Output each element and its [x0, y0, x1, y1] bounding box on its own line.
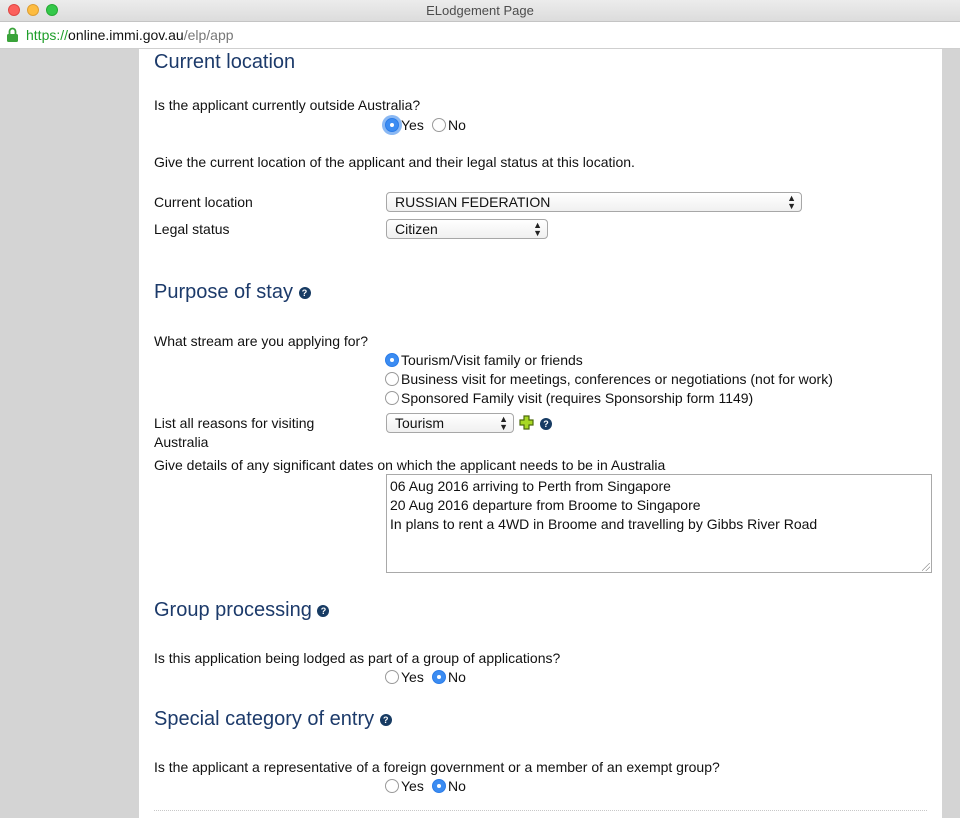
special-category-question: Is the applicant a representative of a foreign government or a member of an exempt group? — [154, 759, 720, 775]
purpose-of-stay-title: Purpose of stay — [154, 281, 293, 303]
location-instruction: Give the current location of the applicant and their legal status at this location. — [154, 154, 635, 170]
group-no-label: No — [448, 669, 466, 685]
current-location-value: RUSSIAN FEDERATION — [395, 194, 551, 210]
reasons-select[interactable] — [386, 413, 514, 433]
special-yes-label: Yes — [401, 778, 424, 794]
url-text[interactable] — [26, 27, 234, 43]
stream-option-tourism[interactable] — [385, 352, 583, 368]
outside-australia-question: Is the applicant currently outside Australia? — [154, 97, 421, 113]
significant-dates-textarea[interactable] — [386, 474, 932, 573]
stream-radio-business[interactable] — [385, 372, 399, 386]
legal-status-label: Legal status — [154, 221, 230, 237]
group-yes-radio[interactable] — [385, 670, 399, 684]
form-content — [139, 49, 942, 818]
legal-status-value: Citizen — [395, 221, 438, 237]
outside-australia-yes-radio[interactable] — [385, 118, 399, 132]
stream-option-business[interactable] — [385, 371, 833, 387]
select-arrows-icon: ▲ ▼ — [787, 193, 796, 211]
help-icon[interactable]: ? — [317, 605, 329, 617]
legal-status-select[interactable] — [386, 219, 548, 239]
url-path: /elp/app — [183, 27, 234, 43]
lock-icon — [6, 27, 19, 43]
stream-option-sponsored-family[interactable] — [385, 390, 753, 406]
special-no-label: No — [448, 778, 466, 794]
stream-radio-tourism[interactable] — [385, 353, 399, 367]
outside-australia-no-label: No — [448, 117, 466, 133]
help-icon[interactable]: ? — [299, 287, 311, 299]
address-bar[interactable] — [0, 22, 960, 49]
outside-australia-yes-option[interactable] — [385, 117, 424, 133]
stream-label-sponsored-family: Sponsored Family visit (requires Sponsorship form 1149) — [401, 390, 754, 406]
current-location-select[interactable] — [386, 192, 802, 212]
current-location-label: Current location — [154, 194, 253, 210]
special-no-radio[interactable] — [432, 779, 446, 793]
group-yes-option[interactable] — [385, 669, 424, 685]
special-no-option[interactable] — [432, 778, 466, 794]
group-processing-heading — [154, 599, 329, 622]
outside-australia-yes-label: Yes — [401, 117, 424, 133]
stream-radio-sponsored-family[interactable] — [385, 391, 399, 405]
special-category-title: Special category of entry — [154, 708, 375, 730]
reasons-value: Tourism — [395, 415, 445, 431]
significant-dates-line: In plans to rent a 4WD in Broome and travelling by Gibbs River Road — [390, 516, 818, 532]
textarea-resize-handle[interactable] — [922, 563, 930, 571]
significant-dates-question: Give details of any significant dates on which the applicant needs to be in Australia — [154, 457, 666, 473]
stream-label-business: Business visit for meetings, conferences or negotiations (not for work) — [401, 371, 833, 387]
purpose-of-stay-heading — [154, 281, 311, 304]
window-title: ELodgement Page — [426, 3, 534, 18]
current-location-heading: Current location — [154, 51, 296, 73]
group-no-radio[interactable] — [432, 670, 446, 684]
significant-dates-line: 20 Aug 2016 departure from Broome to Singapore — [390, 497, 701, 513]
reasons-label-line2: Australia — [154, 434, 209, 450]
stream-label-tourism: Tourism/Visit family or friends — [401, 352, 583, 368]
special-yes-radio[interactable] — [385, 779, 399, 793]
stream-question: What stream are you applying for? — [154, 333, 368, 349]
outside-australia-no-radio[interactable] — [432, 118, 446, 132]
select-arrows-icon: ▲ ▼ — [499, 414, 508, 432]
outside-australia-no-option[interactable] — [432, 117, 466, 133]
window-titlebar — [0, 0, 960, 22]
select-arrows-icon: ▲ ▼ — [533, 220, 542, 238]
help-icon[interactable]: ? — [380, 714, 392, 726]
group-no-option[interactable] — [432, 669, 466, 685]
significant-dates-line: 06 Aug 2016 arriving to Perth from Singapore — [390, 478, 671, 494]
group-yes-label: Yes — [401, 669, 424, 685]
group-processing-question: Is this application being lodged as part of a group of applications? — [154, 650, 561, 666]
special-yes-option[interactable] — [385, 778, 424, 794]
help-icon[interactable]: ? — [540, 418, 552, 430]
add-reason-plus-icon[interactable] — [519, 415, 534, 430]
group-processing-title: Group processing — [154, 599, 312, 621]
section-divider — [154, 810, 927, 811]
special-category-heading — [154, 708, 392, 731]
url-host: online.immi.gov.au — [68, 27, 184, 43]
url-scheme: https:// — [26, 27, 69, 43]
reasons-label-line1: List all reasons for visiting — [154, 415, 315, 431]
reasons-label — [154, 414, 314, 452]
